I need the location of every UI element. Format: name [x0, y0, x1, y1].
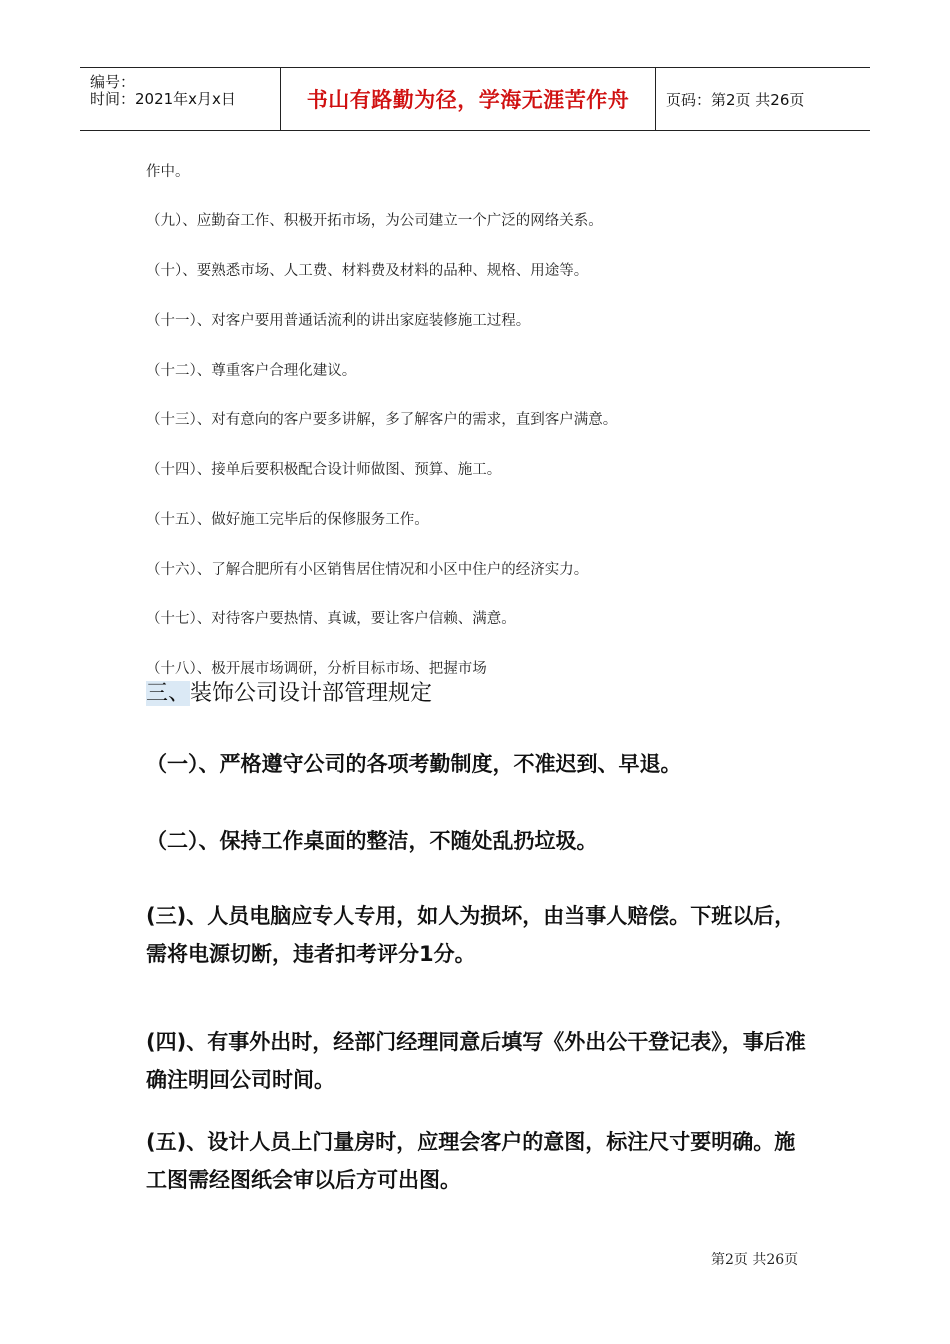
- document-date-label: 时间：2021年x月x日: [90, 90, 236, 108]
- rule-paragraph: (三)、人员电脑应专人专用，如人为损坏，由当事人赔偿。下班以后，需将电源切断，违者扣考评分1分。: [146, 904, 796, 966]
- section-heading: [146, 676, 432, 707]
- motto-text: 书山有路勤为径，学海无涯苦作舟: [306, 88, 630, 112]
- rule-paragraph: （二）、保持工作桌面的整洁，不随处乱扔垃圾。: [146, 829, 598, 853]
- body-line: 作中。: [146, 164, 190, 180]
- header-meta-cell: [80, 68, 280, 130]
- body-line: （十二）、尊重客户合理化建议。: [146, 363, 357, 379]
- rule-paragraph: (五)、设计人员上门量房时，应理会客户的意图，标注尺寸要明确。施工图需经图纸会审以后方可出图。: [146, 1130, 796, 1192]
- body-line: （十四）、接单后要积极配合设计师做图、预算、施工。: [146, 462, 502, 478]
- rule-paragraph: （一）、严格遵守公司的各项考勤制度，不准迟到、早退。: [146, 752, 682, 776]
- document-number-label: 编号：: [90, 73, 136, 91]
- body-line: （十）、要熟悉市场、人工费、材料费及材料的品种、规格、用途等。: [146, 263, 589, 279]
- body-line: （十八）、极开展市场调研，分析目标市场、把握市场: [146, 661, 487, 677]
- section-heading-number: 三、: [146, 681, 191, 706]
- body-line: （十三）、对有意向的客户要多讲解，多了解客户的需求，直到客户满意。: [146, 412, 618, 428]
- rule-paragraph: (四)、有事外出时，经部门经理同意后填写《外出公干登记表》，事后准确注明回公司时间。: [146, 1030, 806, 1092]
- page-header: [80, 67, 870, 131]
- body-line: （十五）、做好施工完毕后的保修服务工作。: [146, 512, 429, 528]
- body-line: （十六）、了解合肥所有小区销售居住情况和小区中住户的经济实力。: [146, 562, 589, 578]
- body-line: （十一）、对客户要用普通话流利的讲出家庭装修施工过程。: [146, 313, 531, 329]
- body-line: （十七）、对待客户要热情、真诚，要让客户信赖、满意。: [146, 611, 516, 627]
- body-line: （九）、应勤奋工作、积极开拓市场，为公司建立一个广泛的网络关系。: [146, 213, 603, 229]
- header-motto-cell: [280, 68, 656, 130]
- page-footer-number: 第2页 共26页: [711, 1252, 799, 1268]
- section-heading-title: 装饰公司设计部管理规定: [190, 681, 433, 706]
- header-page-cell: [656, 68, 870, 130]
- header-page-info: 页码：第2页 共26页: [666, 90, 805, 109]
